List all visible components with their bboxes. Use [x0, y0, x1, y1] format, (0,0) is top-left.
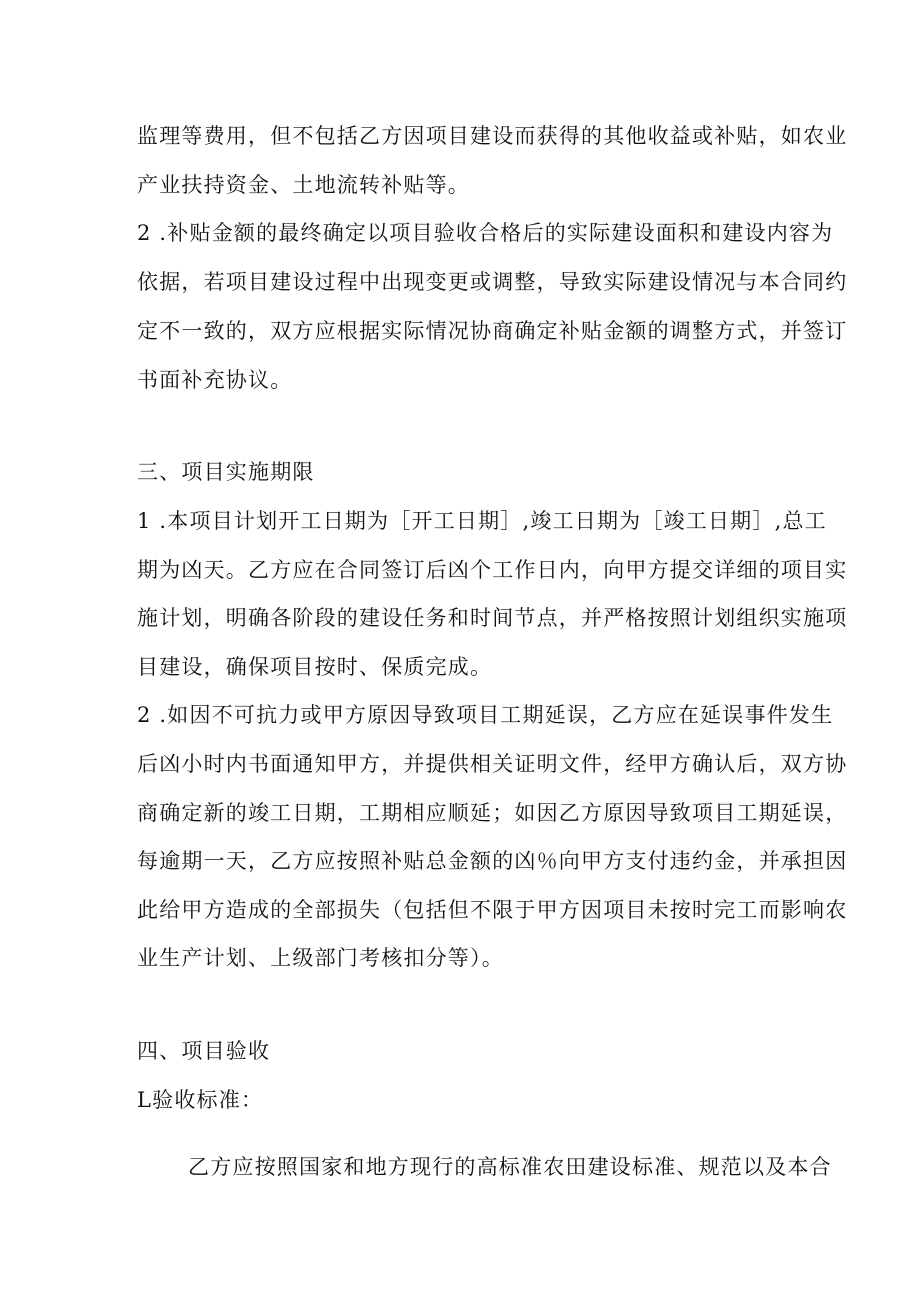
paragraph-line: 乙方应按照国家和地方现行的高标准农田建设标准、规范以及本合 — [188, 1155, 832, 1179]
paragraph-line: 商确定新的竣工日期，工期相应顺延；如因乙方原因导致项目工期延误， — [137, 801, 848, 825]
subheading-acceptance-standard: L验收标准： — [137, 1088, 264, 1112]
paragraph-line: 期为凶天。乙方应在合同签订后凶个工作日内，向甲方提交详细的项目实 — [137, 558, 848, 582]
paragraph-line: 依据，若项目建设过程中出现变更或调整，导致实际建设情况与本合同约 — [137, 270, 848, 294]
section-heading-4: 四、项目验收 — [137, 1039, 271, 1063]
section-heading-3: 三、项目实施期限 — [137, 460, 315, 484]
paragraph-line: 监理等费用，但不包括乙方因项目建设而获得的其他收益或补贴，如农业 — [137, 124, 848, 148]
paragraph-line: 业生产计划、上级部门考核扣分等）。 — [137, 946, 504, 970]
paragraph-line: 定不一致的，双方应根据实际情况协商确定补贴金额的调整方式，并签订 — [137, 319, 848, 343]
paragraph-line: 此给甲方造成的全部损失（包括但不限于甲方因项目未按时完工而影响农 — [137, 898, 848, 922]
paragraph-line: 书面补充协议。 — [137, 368, 293, 392]
list-item-1-line: 1 .本项目计划开工日期为［开工日期］,竣工日期为［竣工日期］,总工 — [137, 509, 827, 533]
paragraph-line: 后凶小时内书面通知甲方，并提供相关证明文件，经甲方确认后，双方协 — [137, 752, 848, 776]
list-item-2-line: 2 .如因不可抗力或甲方原因导致项目工期延误，乙方应在延误事件发生 — [137, 703, 834, 727]
paragraph-line: 每逾期一天，乙方应按照补贴总金额的凶％向甲方支付违约金，并承担因 — [137, 849, 848, 873]
list-item-2-line: 2 .补贴金额的最终确定以项目验收合格后的实际建设面积和建设内容为 — [137, 221, 834, 245]
paragraph-line: 施计划，明确各阶段的建设任务和时间节点，并严格按照计划组织实施项 — [137, 606, 848, 630]
paragraph-line: 产业扶持资金、土地流转补贴等。 — [137, 173, 470, 197]
paragraph-line: 目建设，确保项目按时、保质完成。 — [137, 655, 493, 679]
